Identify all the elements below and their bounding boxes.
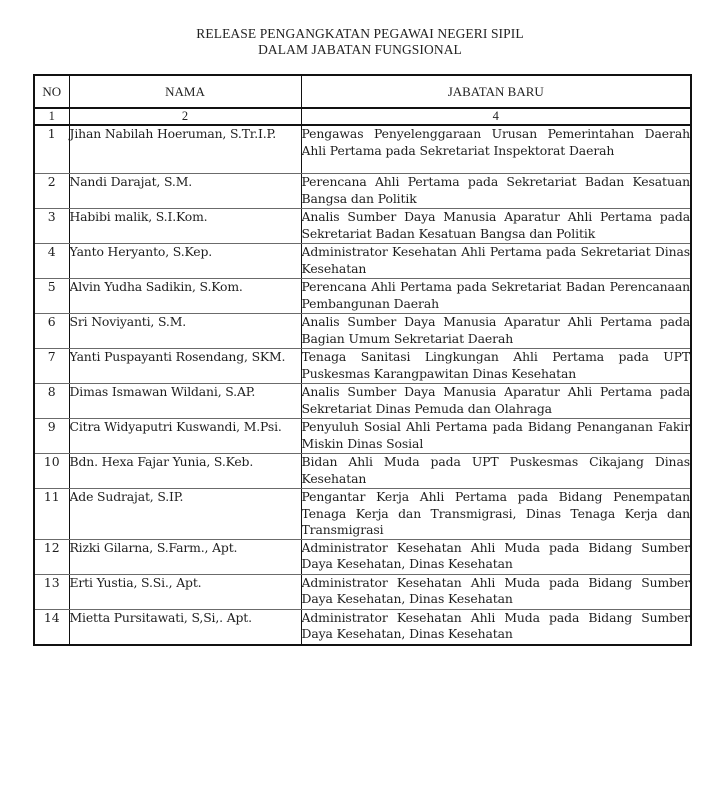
new-position: Perencana Ahli Pertama pada Sekretariat Badan Perencanaan Pembangunan Daerah (301, 279, 691, 314)
table-row (34, 314, 691, 349)
table-row (34, 279, 691, 314)
table-row (34, 125, 691, 174)
employee-name: Habibi malik, S.I.Kom. (69, 209, 301, 244)
new-position: Administrator Kesehatan Ahli Muda pada Bidang Sumber Daya Kesehatan, Dinas Kesehatan (301, 574, 691, 609)
column-header-jabatan-baru: JABATAN BARU (301, 75, 691, 108)
employee-name: Erti Yustia, S.Si., Apt. (69, 574, 301, 609)
row-number: 4 (34, 244, 69, 279)
new-position: Administrator Kesehatan Ahli Muda pada Bidang Sumber Daya Kesehatan, Dinas Kesehatan (301, 609, 691, 645)
table-row (34, 539, 691, 574)
table-row (34, 574, 691, 609)
document-title (0, 26, 720, 58)
table-row (34, 609, 691, 645)
table-row (34, 174, 691, 209)
employee-name: Citra Widyaputri Kuswandi, M.Psi. (69, 419, 301, 454)
employee-name: Rizki Gilarna, S.Farm., Apt. (69, 539, 301, 574)
new-position: Administrator Kesehatan Ahli Muda pada Bidang Sumber Daya Kesehatan, Dinas Kesehatan (301, 539, 691, 574)
table-row (34, 489, 691, 540)
new-position: Perencana Ahli Pertama pada Sekretariat Badan Kesatuan Bangsa dan Politik (301, 174, 691, 209)
table-row (34, 384, 691, 419)
row-number: 14 (34, 609, 69, 645)
table-row (34, 454, 691, 489)
table-row (34, 349, 691, 384)
row-number: 13 (34, 574, 69, 609)
document-title-line-2: DALAM JABATAN FUNGSIONAL (258, 42, 462, 57)
new-position: Pengawas Penyelenggaraan Urusan Pemerintahan Daerah Ahli Pertama pada Sekretariat Inspektorat Daerah (301, 125, 691, 174)
column-number-no: 1 (34, 108, 69, 125)
employee-name: Alvin Yudha Sadikin, S.Kom. (69, 279, 301, 314)
row-number: 12 (34, 539, 69, 574)
appointment-table (33, 74, 692, 646)
table-row (34, 419, 691, 454)
column-header-nama: NAMA (69, 75, 301, 108)
row-number: 11 (34, 489, 69, 540)
new-position: Analis Sumber Daya Manusia Aparatur Ahli Pertama pada Sekretariat Badan Kesatuan Bangsa dan Politik (301, 209, 691, 244)
document-title-line-1: RELEASE PENGANGKATAN PEGAWAI NEGERI SIPIL (196, 26, 524, 41)
column-header-no: NO (34, 75, 69, 108)
row-number: 2 (34, 174, 69, 209)
employee-name: Yanti Puspayanti Rosendang, SKM. (69, 349, 301, 384)
column-number-jabatan: 4 (301, 108, 691, 125)
new-position: Analis Sumber Daya Manusia Aparatur Ahli Pertama pada Bagian Umum Sekretariat Daerah (301, 314, 691, 349)
new-position: Penyuluh Sosial Ahli Pertama pada Bidang Penanganan Fakir Miskin Dinas Sosial (301, 419, 691, 454)
row-number: 7 (34, 349, 69, 384)
row-number: 5 (34, 279, 69, 314)
new-position: Bidan Ahli Muda pada UPT Puskesmas Cikajang Dinas Kesehatan (301, 454, 691, 489)
employee-name: Yanto Heryanto, S.Kep. (69, 244, 301, 279)
employee-name: Nandi Darajat, S.M. (69, 174, 301, 209)
table-header-row (34, 75, 691, 108)
employee-name: Ade Sudrajat, S.IP. (69, 489, 301, 540)
table-row (34, 209, 691, 244)
employee-name: Jihan Nabilah Hoeruman, S.Tr.I.P. (69, 125, 301, 174)
employee-name: Bdn. Hexa Fajar Yunia, S.Keb. (69, 454, 301, 489)
new-position: Administrator Kesehatan Ahli Pertama pada Sekretariat Dinas Kesehatan (301, 244, 691, 279)
row-number: 8 (34, 384, 69, 419)
column-number-row (34, 108, 691, 125)
row-number: 1 (34, 125, 69, 174)
employee-name: Dimas Ismawan Wildani, S.AP. (69, 384, 301, 419)
row-number: 10 (34, 454, 69, 489)
new-position: Tenaga Sanitasi Lingkungan Ahli Pertama pada UPT Puskesmas Karangpawitan Dinas Kesehatan (301, 349, 691, 384)
row-number: 6 (34, 314, 69, 349)
employee-name: Mietta Pursitawati, S,Si,. Apt. (69, 609, 301, 645)
new-position: Pengantar Kerja Ahli Pertama pada Bidang Penempatan Tenaga Kerja dan Transmigrasi, Dinas Tenaga Kerja dan Transmigrasi (301, 489, 691, 540)
row-number: 3 (34, 209, 69, 244)
table-row (34, 244, 691, 279)
employee-name: Sri Noviyanti, S.M. (69, 314, 301, 349)
new-position: Analis Sumber Daya Manusia Aparatur Ahli Pertama pada Sekretariat Dinas Pemuda dan Olahraga (301, 384, 691, 419)
row-number: 9 (34, 419, 69, 454)
column-number-nama: 2 (69, 108, 301, 125)
